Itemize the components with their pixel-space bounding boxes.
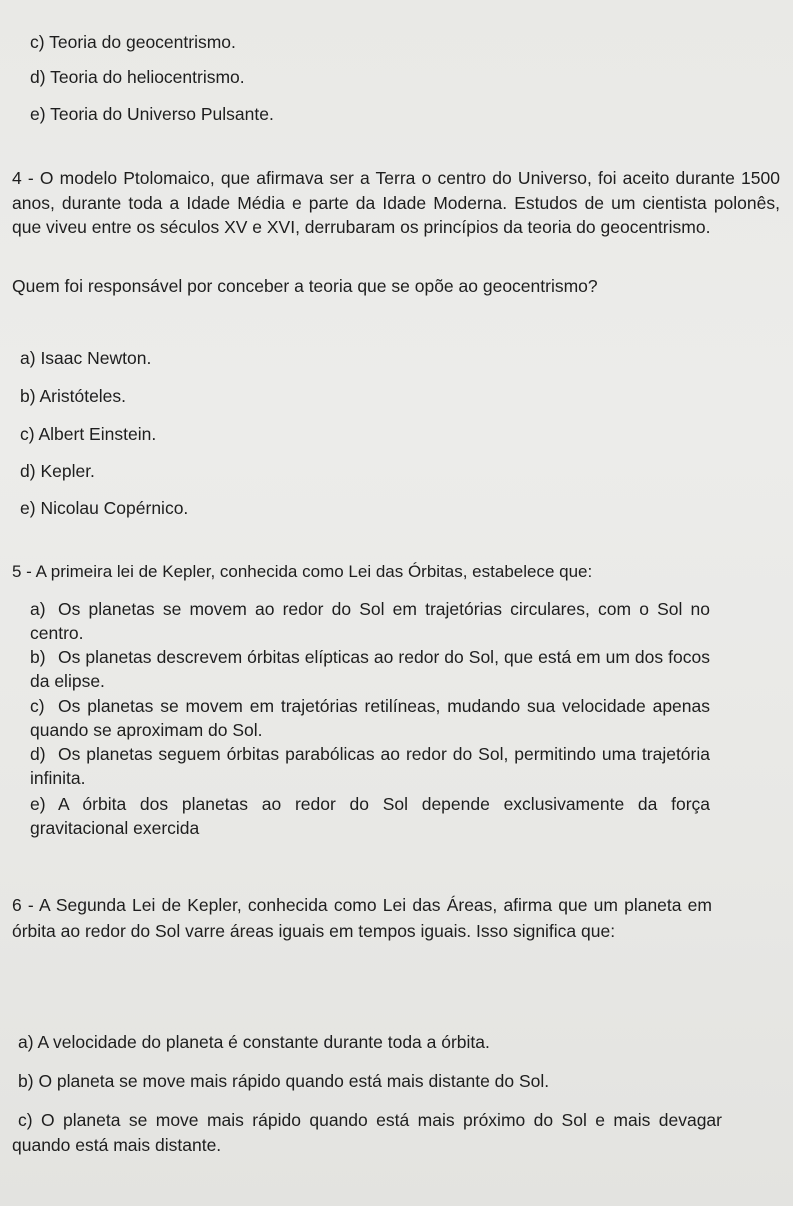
q6-option-c-text: O planeta se move mais rápido quando está mais próximo do Sol e mais devagar quando está mais distante. <box>12 1110 722 1155</box>
q6-statement: 6 - A Segunda Lei de Kepler, conhecida como Lei das Áreas, afirma que um planeta em órbita ao redor do Sol varre áreas iguais em tempos iguais. Isso significa que: <box>12 895 712 941</box>
q3-option-c-text: Teoria do geocentrismo. <box>49 32 236 52</box>
q4-option-a-text: Isaac Newton. <box>40 348 152 368</box>
q6-option-a-text: A velocidade do planeta é constante durante toda a órbita. <box>37 1032 490 1052</box>
q3-option-e <box>30 103 274 125</box>
q4-option-b-text: Aristóteles. <box>39 386 127 406</box>
q6-option-c <box>12 1108 722 1157</box>
q4-option-e <box>20 497 188 519</box>
q3-option-c <box>30 31 236 53</box>
q5-option-e-letter: e) <box>30 794 46 814</box>
q4-option-d-text: Kepler. <box>40 461 95 481</box>
q4-option-a-letter: a) <box>20 348 36 368</box>
q4-option-e-text: Nicolau Copérnico. <box>40 498 189 518</box>
q5-option-b-text: Os planetas descrevem órbitas elípticas ao redor do Sol, que está em um dos focos da elipse. <box>30 647 710 691</box>
q6-option-a <box>18 1031 490 1053</box>
q4-option-d-letter: d) <box>20 461 36 481</box>
q4-option-a <box>20 347 151 369</box>
q3-option-c-letter: c) <box>30 32 45 52</box>
q6-option-c-letter: c) <box>18 1110 33 1130</box>
q4-option-b <box>20 385 126 407</box>
q5-statement: 5 - A primeira lei de Kepler, conhecida como Lei das Órbitas, estabelece que: <box>12 562 593 581</box>
q5-option-b <box>30 645 710 693</box>
q5-option-b-letter: b) <box>30 647 46 667</box>
q3-option-e-text: Teoria do Universo Pulsante. <box>50 104 274 124</box>
q4-option-e-letter: e) <box>20 498 36 518</box>
q5-option-a-letter: a) <box>30 599 46 619</box>
q4-statement: 4 - O modelo Ptolomaico, que afirmava ser a Terra o centro do Universo, foi aceito durante 1500 anos, durante toda a Idade Média e parte da Idade Moderna. Estudos de um cientista polonês, que viveu entre os séculos XV e XVI, derrubaram os princípios da teoria do geocentrismo. <box>12 168 780 237</box>
q3-option-d-letter: d) <box>30 67 46 87</box>
q6-option-b-letter: b) <box>18 1071 34 1091</box>
q4-option-d <box>20 460 95 482</box>
q4-option-c-text: Albert Einstein. <box>38 424 157 444</box>
q6-option-b <box>18 1070 549 1092</box>
q5-option-d-text: Os planetas seguem órbitas parabólicas ao redor do Sol, permitindo uma trajetória infinita. <box>30 744 710 788</box>
q5-option-c-letter: c) <box>30 696 45 716</box>
q3-option-e-letter: e) <box>30 104 46 124</box>
q4-option-c-letter: c) <box>20 424 35 444</box>
q6-option-a-letter: a) <box>18 1032 34 1052</box>
q5-option-a <box>30 597 710 645</box>
q3-option-d <box>30 66 245 88</box>
q5-option-e <box>30 792 710 840</box>
q5-option-e-text: A órbita dos planetas ao redor do Sol depende exclusivamente da força gravitacional exercida <box>30 794 710 838</box>
q5-option-d <box>30 742 710 790</box>
q4-question: Quem foi responsável por conceber a teoria que se opõe ao geocentrismo? <box>12 276 598 296</box>
q5-option-a-text: Os planetas se movem ao redor do Sol em trajetórias circulares, com o Sol no centro. <box>30 599 710 643</box>
q3-option-d-text: Teoria do heliocentrismo. <box>50 67 245 87</box>
q5-option-c <box>30 694 710 742</box>
q5-option-c-text: Os planetas se movem em trajetórias retilíneas, mudando sua velocidade apenas quando se aproximam do Sol. <box>30 696 710 740</box>
q4-option-b-letter: b) <box>20 386 36 406</box>
q5-option-d-letter: d) <box>30 744 46 764</box>
q6-option-b-text: O planeta se move mais rápido quando está mais distante do Sol. <box>38 1071 550 1091</box>
q4-option-c <box>20 423 156 445</box>
